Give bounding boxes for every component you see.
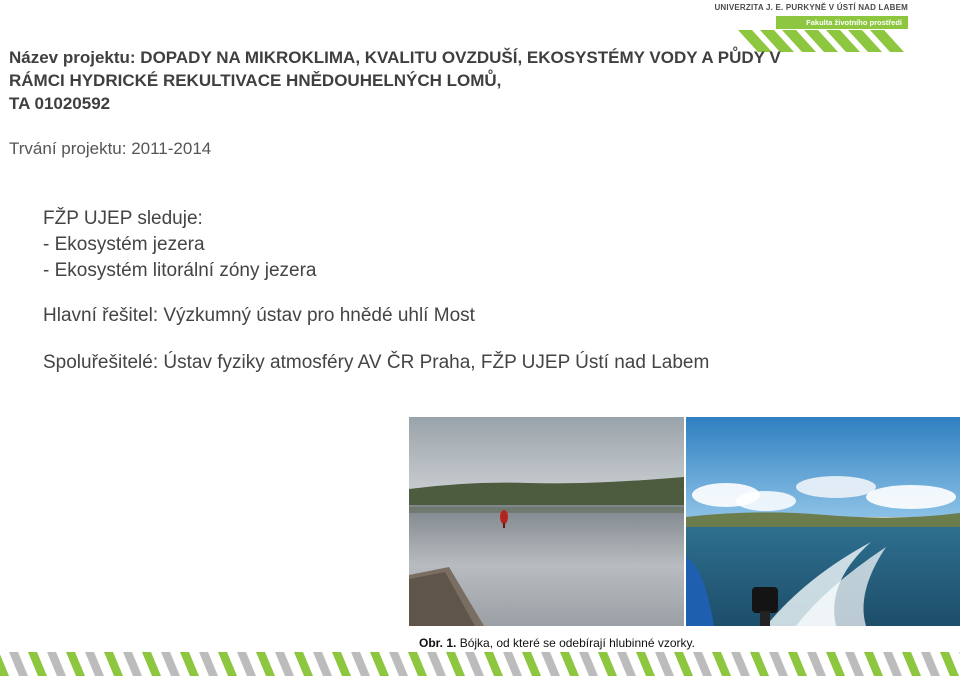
footer-stripe (921, 652, 940, 676)
footer-stripe (484, 652, 503, 676)
photo-pair (409, 417, 960, 626)
footer-stripe (104, 652, 123, 676)
logo-university-name: UNIVERZITA J. E. PURKYNĚ V ÚSTÍ NAD LABEM (714, 3, 908, 12)
footer-stripe (294, 652, 313, 676)
footer-stripe (142, 652, 161, 676)
footer-stripe (332, 652, 351, 676)
lead-investigator: Hlavní řešitel: Výzkumný ústav pro hnědé uhlí Most (43, 305, 475, 326)
footer-stripe (883, 652, 902, 676)
footer-stripe (902, 652, 921, 676)
footer-stripe (712, 652, 731, 676)
footer-stripe (617, 652, 636, 676)
caption-label: Obr. 1. (419, 636, 457, 650)
footer-stripe (807, 652, 826, 676)
footer-stripe (940, 652, 959, 676)
project-duration: Trvání projektu: 2011-2014 (9, 139, 212, 158)
footer-stripe (47, 652, 66, 676)
footer-stripe (313, 652, 332, 676)
footer-stripe (750, 652, 769, 676)
monitoring-heading: FŽP UJEP sleduje: (43, 208, 203, 229)
footer-stripe (351, 652, 370, 676)
footer-stripe (275, 652, 294, 676)
footer-stripe (522, 652, 541, 676)
project-title-line-3: TA 01020592 (9, 94, 111, 113)
figure-caption (419, 636, 695, 650)
footer-stripe (66, 652, 85, 676)
footer-stripe (9, 652, 28, 676)
footer-stripe (465, 652, 484, 676)
footer-stripe (446, 652, 465, 676)
co-investigators: Spoluřešitelé: Ústav fyziky atmosféry AV ČR Praha, FŽP UJEP Ústí nad Labem (43, 352, 710, 373)
footer-stripe (237, 652, 256, 676)
list-item: - Ekosystém jezera (43, 234, 205, 255)
footer-stripe (579, 652, 598, 676)
footer-stripe (161, 652, 180, 676)
footer-stripe (180, 652, 199, 676)
footer-stripe (408, 652, 427, 676)
footer-stripe (788, 652, 807, 676)
footer-stripe (655, 652, 674, 676)
footer-stripe (0, 652, 9, 676)
footer-stripe (85, 652, 104, 676)
lake-buoy-photo (409, 417, 684, 626)
monitoring-list (43, 232, 317, 284)
footer-stripe (28, 652, 47, 676)
project-title (9, 46, 909, 115)
footer-stripe (389, 652, 408, 676)
caption-text: Bójka, od které se odebírají hlubinné vzorky. (456, 636, 695, 650)
footer-stripe (427, 652, 446, 676)
footer-stripe (503, 652, 522, 676)
footer-stripe (370, 652, 389, 676)
logo-faculty-name: Fakulta životního prostředí (776, 16, 908, 29)
footer-stripe (541, 652, 560, 676)
project-title-line-2: RÁMCI HYDRICKÉ REKULTIVACE HNĚDOUHELNÝCH LOMŮ, (9, 71, 502, 90)
boat-wake-photo (686, 417, 960, 626)
list-item: - Ekosystém litorální zóny jezera (43, 260, 317, 281)
monitoring-section (43, 206, 317, 284)
footer-stripe (845, 652, 864, 676)
footer-stripe (123, 652, 142, 676)
footer-stripe (256, 652, 275, 676)
footer-stripe (598, 652, 617, 676)
footer-stripe (674, 652, 693, 676)
footer-stripe-band (0, 652, 960, 676)
footer-stripe (769, 652, 788, 676)
footer-stripe (864, 652, 883, 676)
footer-stripe (218, 652, 237, 676)
footer-stripe (826, 652, 845, 676)
footer-stripe (636, 652, 655, 676)
footer-stripe (199, 652, 218, 676)
footer-stripe (560, 652, 579, 676)
footer-stripe (693, 652, 712, 676)
footer-stripe (731, 652, 750, 676)
project-title-line-1: Název projektu: DOPADY NA MIKROKLIMA, KVALITU OVZDUŠÍ, EKOSYSTÉMY VODY A PŮDY V (9, 48, 781, 67)
